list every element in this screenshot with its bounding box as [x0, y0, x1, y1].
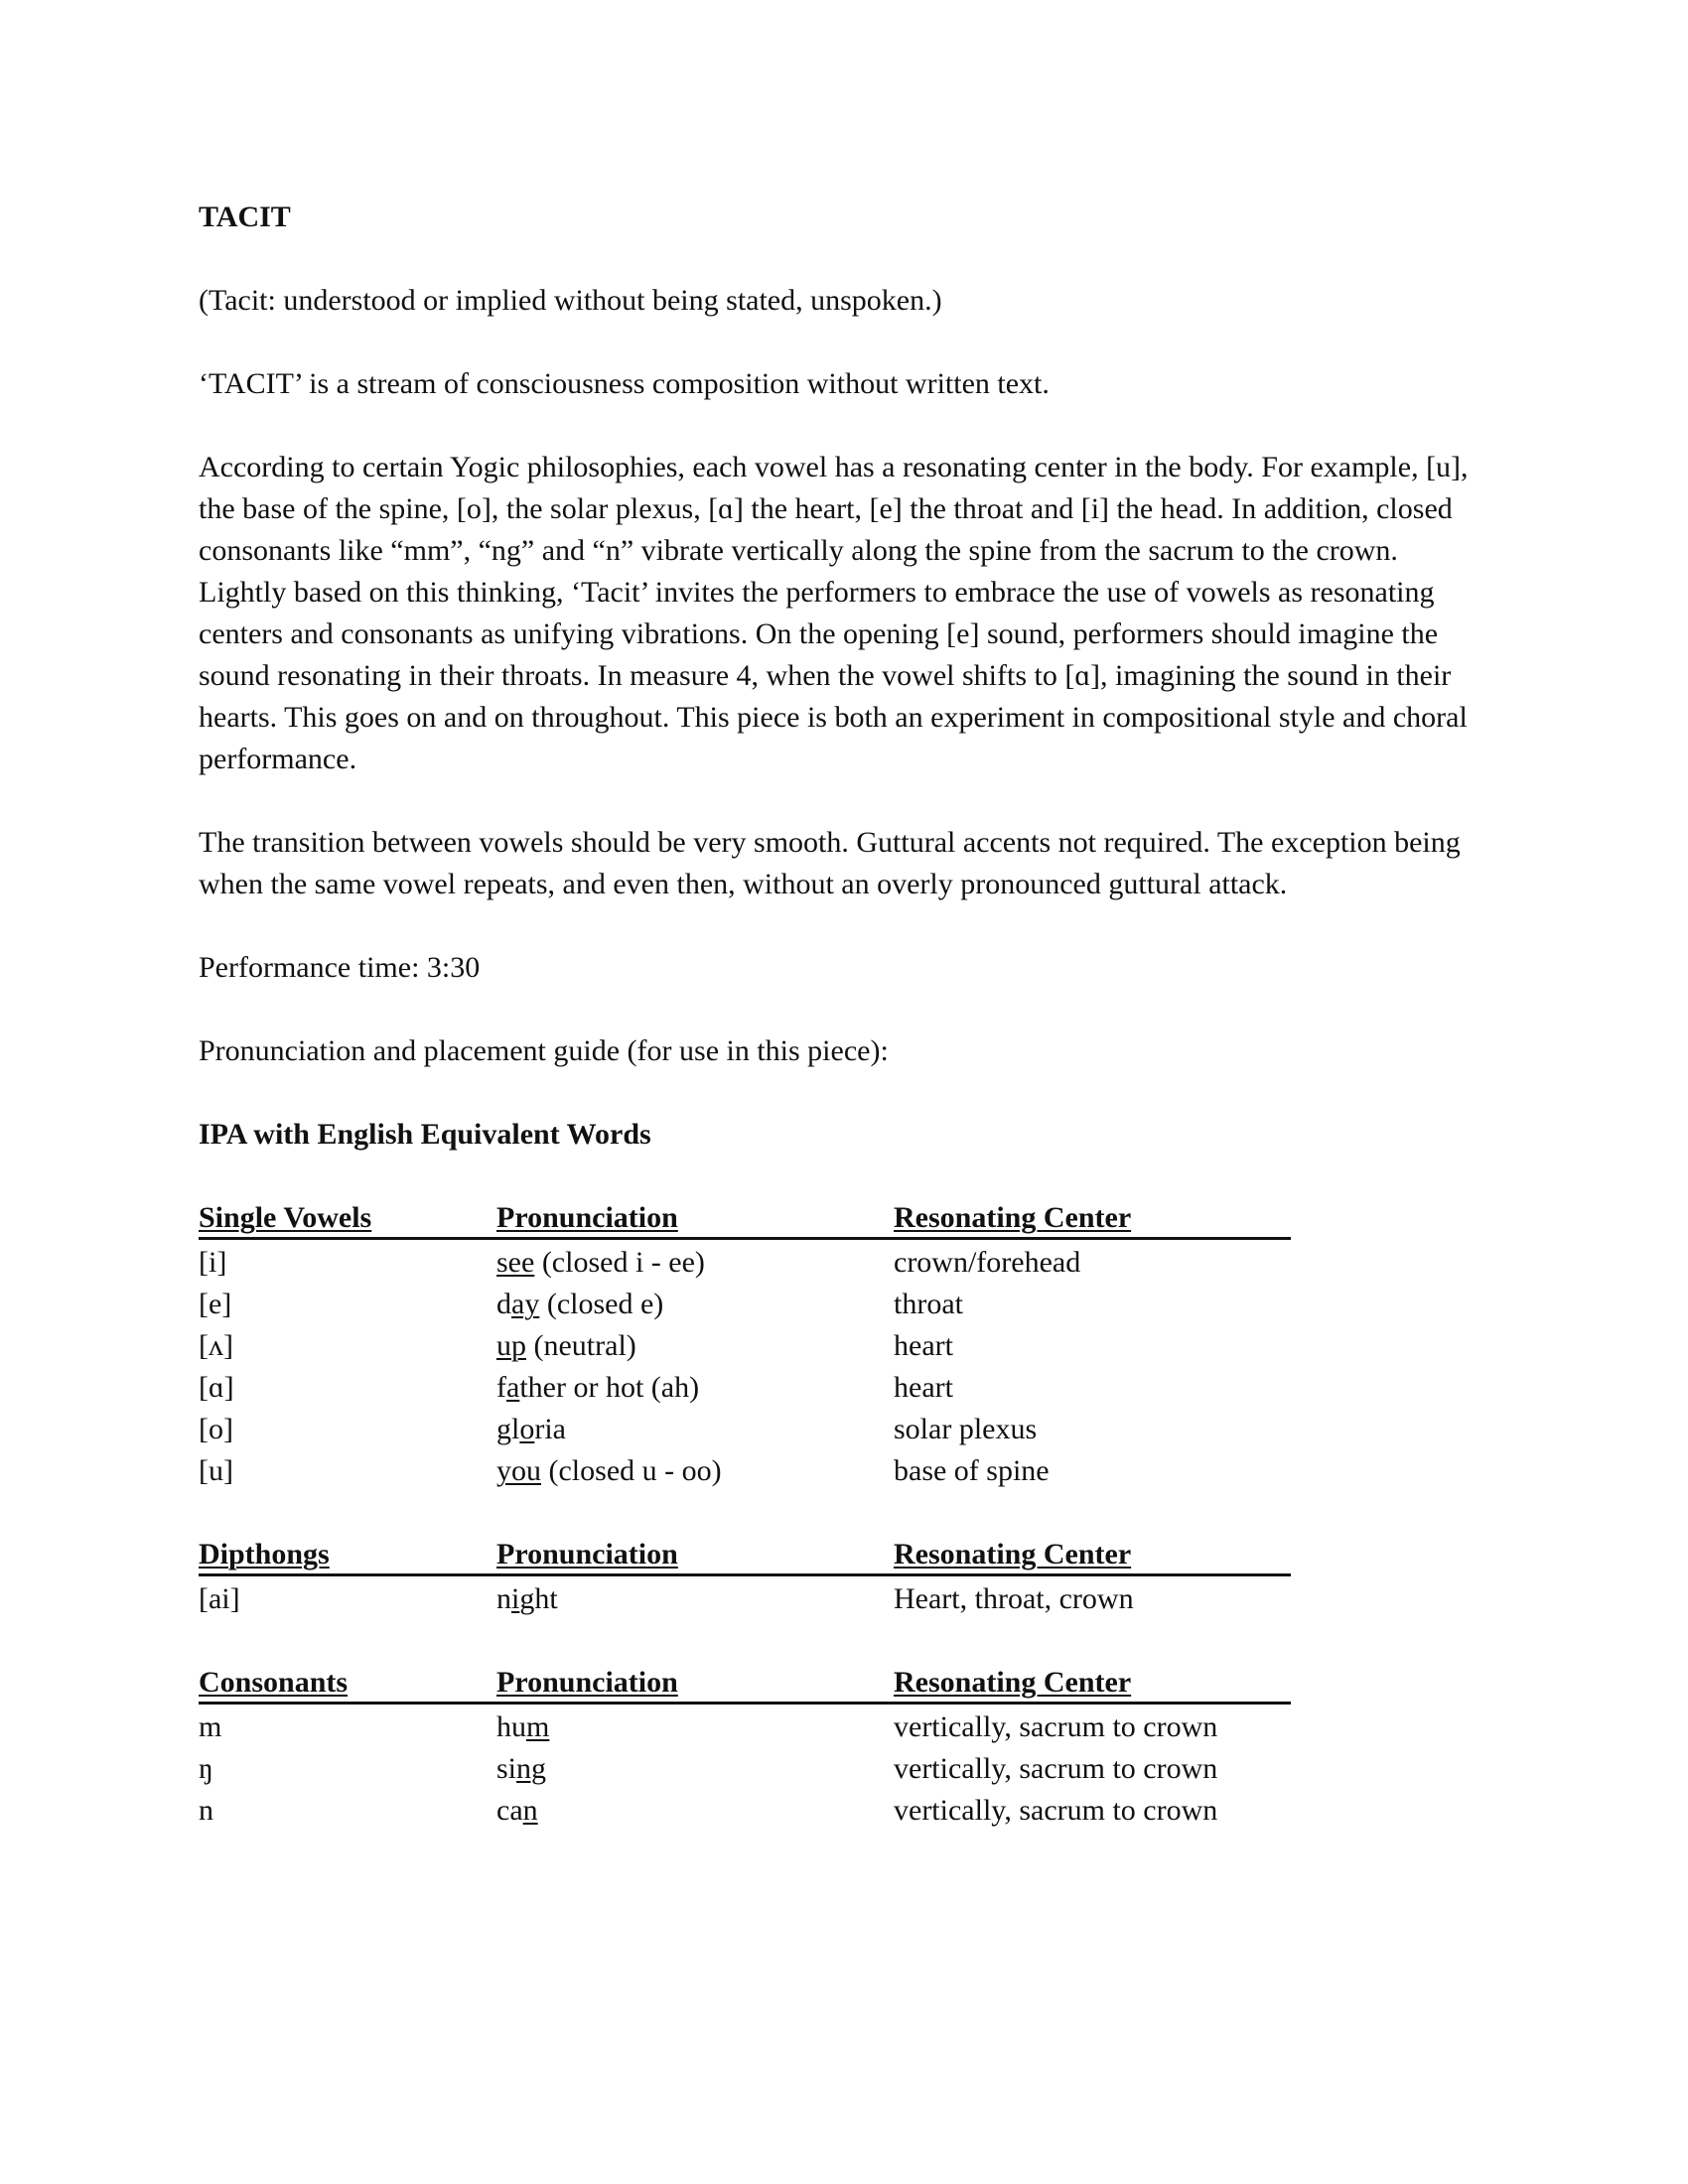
pronunciation-example: day (closed e)	[496, 1288, 664, 1320]
table-header-row	[199, 1197, 1291, 1240]
resonating-center: crown/forehead	[894, 1246, 1081, 1279]
underlined-sound: see	[496, 1246, 535, 1279]
table-row	[199, 1409, 1291, 1450]
pronunciation-example: up (neutral)	[496, 1329, 636, 1362]
resonating-center: base of spine	[894, 1454, 1050, 1487]
pronunciation-example: sing	[496, 1752, 547, 1785]
table-row	[199, 1578, 1291, 1620]
pronunciation-example: see (closed i - ee)	[496, 1246, 705, 1279]
guide-intro: Pronunciation and placement guide (for use in this piece):	[199, 1034, 889, 1067]
diphthongs-table	[199, 1534, 1291, 1620]
resonating-center: vertically, sacrum to crown	[894, 1710, 1218, 1743]
column-header-type: Single Vowels	[199, 1201, 372, 1234]
ipa-symbol: [u]	[199, 1454, 233, 1487]
performance-time: Performance time: 3:30	[199, 951, 481, 984]
resonating-center: solar plexus	[894, 1413, 1038, 1445]
pronunciation-example: night	[496, 1582, 558, 1615]
body-paragraph-1: According to certain Yogic philosophies, each vowel has a resonating center in the body. For example, [u], the base of the spine, [o], the solar plexus, [ɑ] the heart, [e] the throat and [i] the head. In addition, closed consonants like “mm”, “ng” and “n” vibrate vertically along the spine from the sacrum to the crown. Lightly based on this thinking, ‘Tacit’ invites the performers to embrace the use of vowels as resonating centers and consonants as unifying vibrations. On the opening [e] sound, performers should imagine the sound resonating in their throats. In measure 4, when the vowel shifts to [ɑ], imagining the sound in their hearts. This goes on and on throughout. This piece is both an experiment in compositional style and choral performance.	[199, 451, 1469, 775]
definition-text: (Tacit: understood or implied without being stated, unspoken.)	[199, 284, 942, 317]
table-header-row	[199, 1534, 1291, 1576]
intro-text: ‘TACIT’ is a stream of consciousness composition without written text.	[199, 367, 1050, 400]
column-header-type: Consonants	[199, 1666, 349, 1699]
table-header-row	[199, 1662, 1291, 1705]
pronunciation-example: gloria	[496, 1413, 566, 1445]
resonating-center: throat	[894, 1288, 963, 1320]
column-header-resonating-center: Resonating Center	[894, 1538, 1132, 1570]
resonating-center: vertically, sacrum to crown	[894, 1752, 1218, 1785]
column-header-pronunciation: Pronunciation	[496, 1538, 678, 1570]
table-row	[199, 1748, 1291, 1790]
underlined-sound: o	[519, 1413, 535, 1445]
body-paragraph-2: The transition between vowels should be very smooth. Guttural accents not required. The exception being when the same vowel repeats, and even then, without an overly pronounced guttural attack.	[199, 826, 1461, 900]
underlined-sound: m	[526, 1710, 550, 1743]
ipa-symbol: [ai]	[199, 1582, 240, 1615]
underlined-sound: up	[496, 1329, 526, 1362]
table-row	[199, 1706, 1291, 1748]
pronunciation-example: hum	[496, 1710, 550, 1743]
underlined-sound: i	[511, 1582, 520, 1615]
table-row	[199, 1284, 1291, 1325]
table-row	[199, 1325, 1291, 1367]
pronunciation-example: you (closed u - oo)	[496, 1454, 722, 1487]
resonating-center: heart	[894, 1329, 953, 1362]
table-row	[199, 1367, 1291, 1409]
ipa-symbol: n	[199, 1794, 213, 1827]
ipa-symbol: [o]	[199, 1413, 233, 1445]
column-header-pronunciation: Pronunciation	[496, 1666, 678, 1699]
column-header-resonating-center: Resonating Center	[894, 1201, 1132, 1234]
ipa-symbol: [i]	[199, 1246, 227, 1279]
ipa-symbol: [ʌ]	[199, 1329, 233, 1362]
vowels-table	[199, 1197, 1291, 1492]
ipa-symbol: [ɑ]	[199, 1371, 234, 1404]
table-row	[199, 1242, 1291, 1284]
resonating-center: vertically, sacrum to crown	[894, 1794, 1218, 1827]
underlined-sound: you	[496, 1454, 541, 1487]
resonating-center: Heart, throat, crown	[894, 1582, 1134, 1615]
underlined-sound: a	[506, 1371, 520, 1404]
consonants-table	[199, 1662, 1291, 1832]
table-row	[199, 1450, 1291, 1492]
underlined-sound: n	[522, 1794, 538, 1827]
column-header-type: Dipthongs	[199, 1538, 330, 1570]
underlined-sound: ay	[511, 1288, 540, 1320]
ipa-symbol: m	[199, 1710, 222, 1743]
page-title: TACIT	[199, 201, 291, 233]
ipa-heading: IPA with English Equivalent Words	[199, 1118, 651, 1151]
pronunciation-example: father or hot (ah)	[496, 1371, 700, 1404]
ipa-symbol: ŋ	[199, 1752, 213, 1785]
table-row	[199, 1790, 1291, 1832]
document-page	[199, 197, 1489, 1873]
pronunciation-example: can	[496, 1794, 538, 1827]
column-header-resonating-center: Resonating Center	[894, 1666, 1132, 1699]
underlined-sound: ng	[516, 1752, 547, 1785]
column-header-pronunciation: Pronunciation	[496, 1201, 678, 1234]
ipa-symbol: [e]	[199, 1288, 232, 1320]
resonating-center: heart	[894, 1371, 953, 1404]
